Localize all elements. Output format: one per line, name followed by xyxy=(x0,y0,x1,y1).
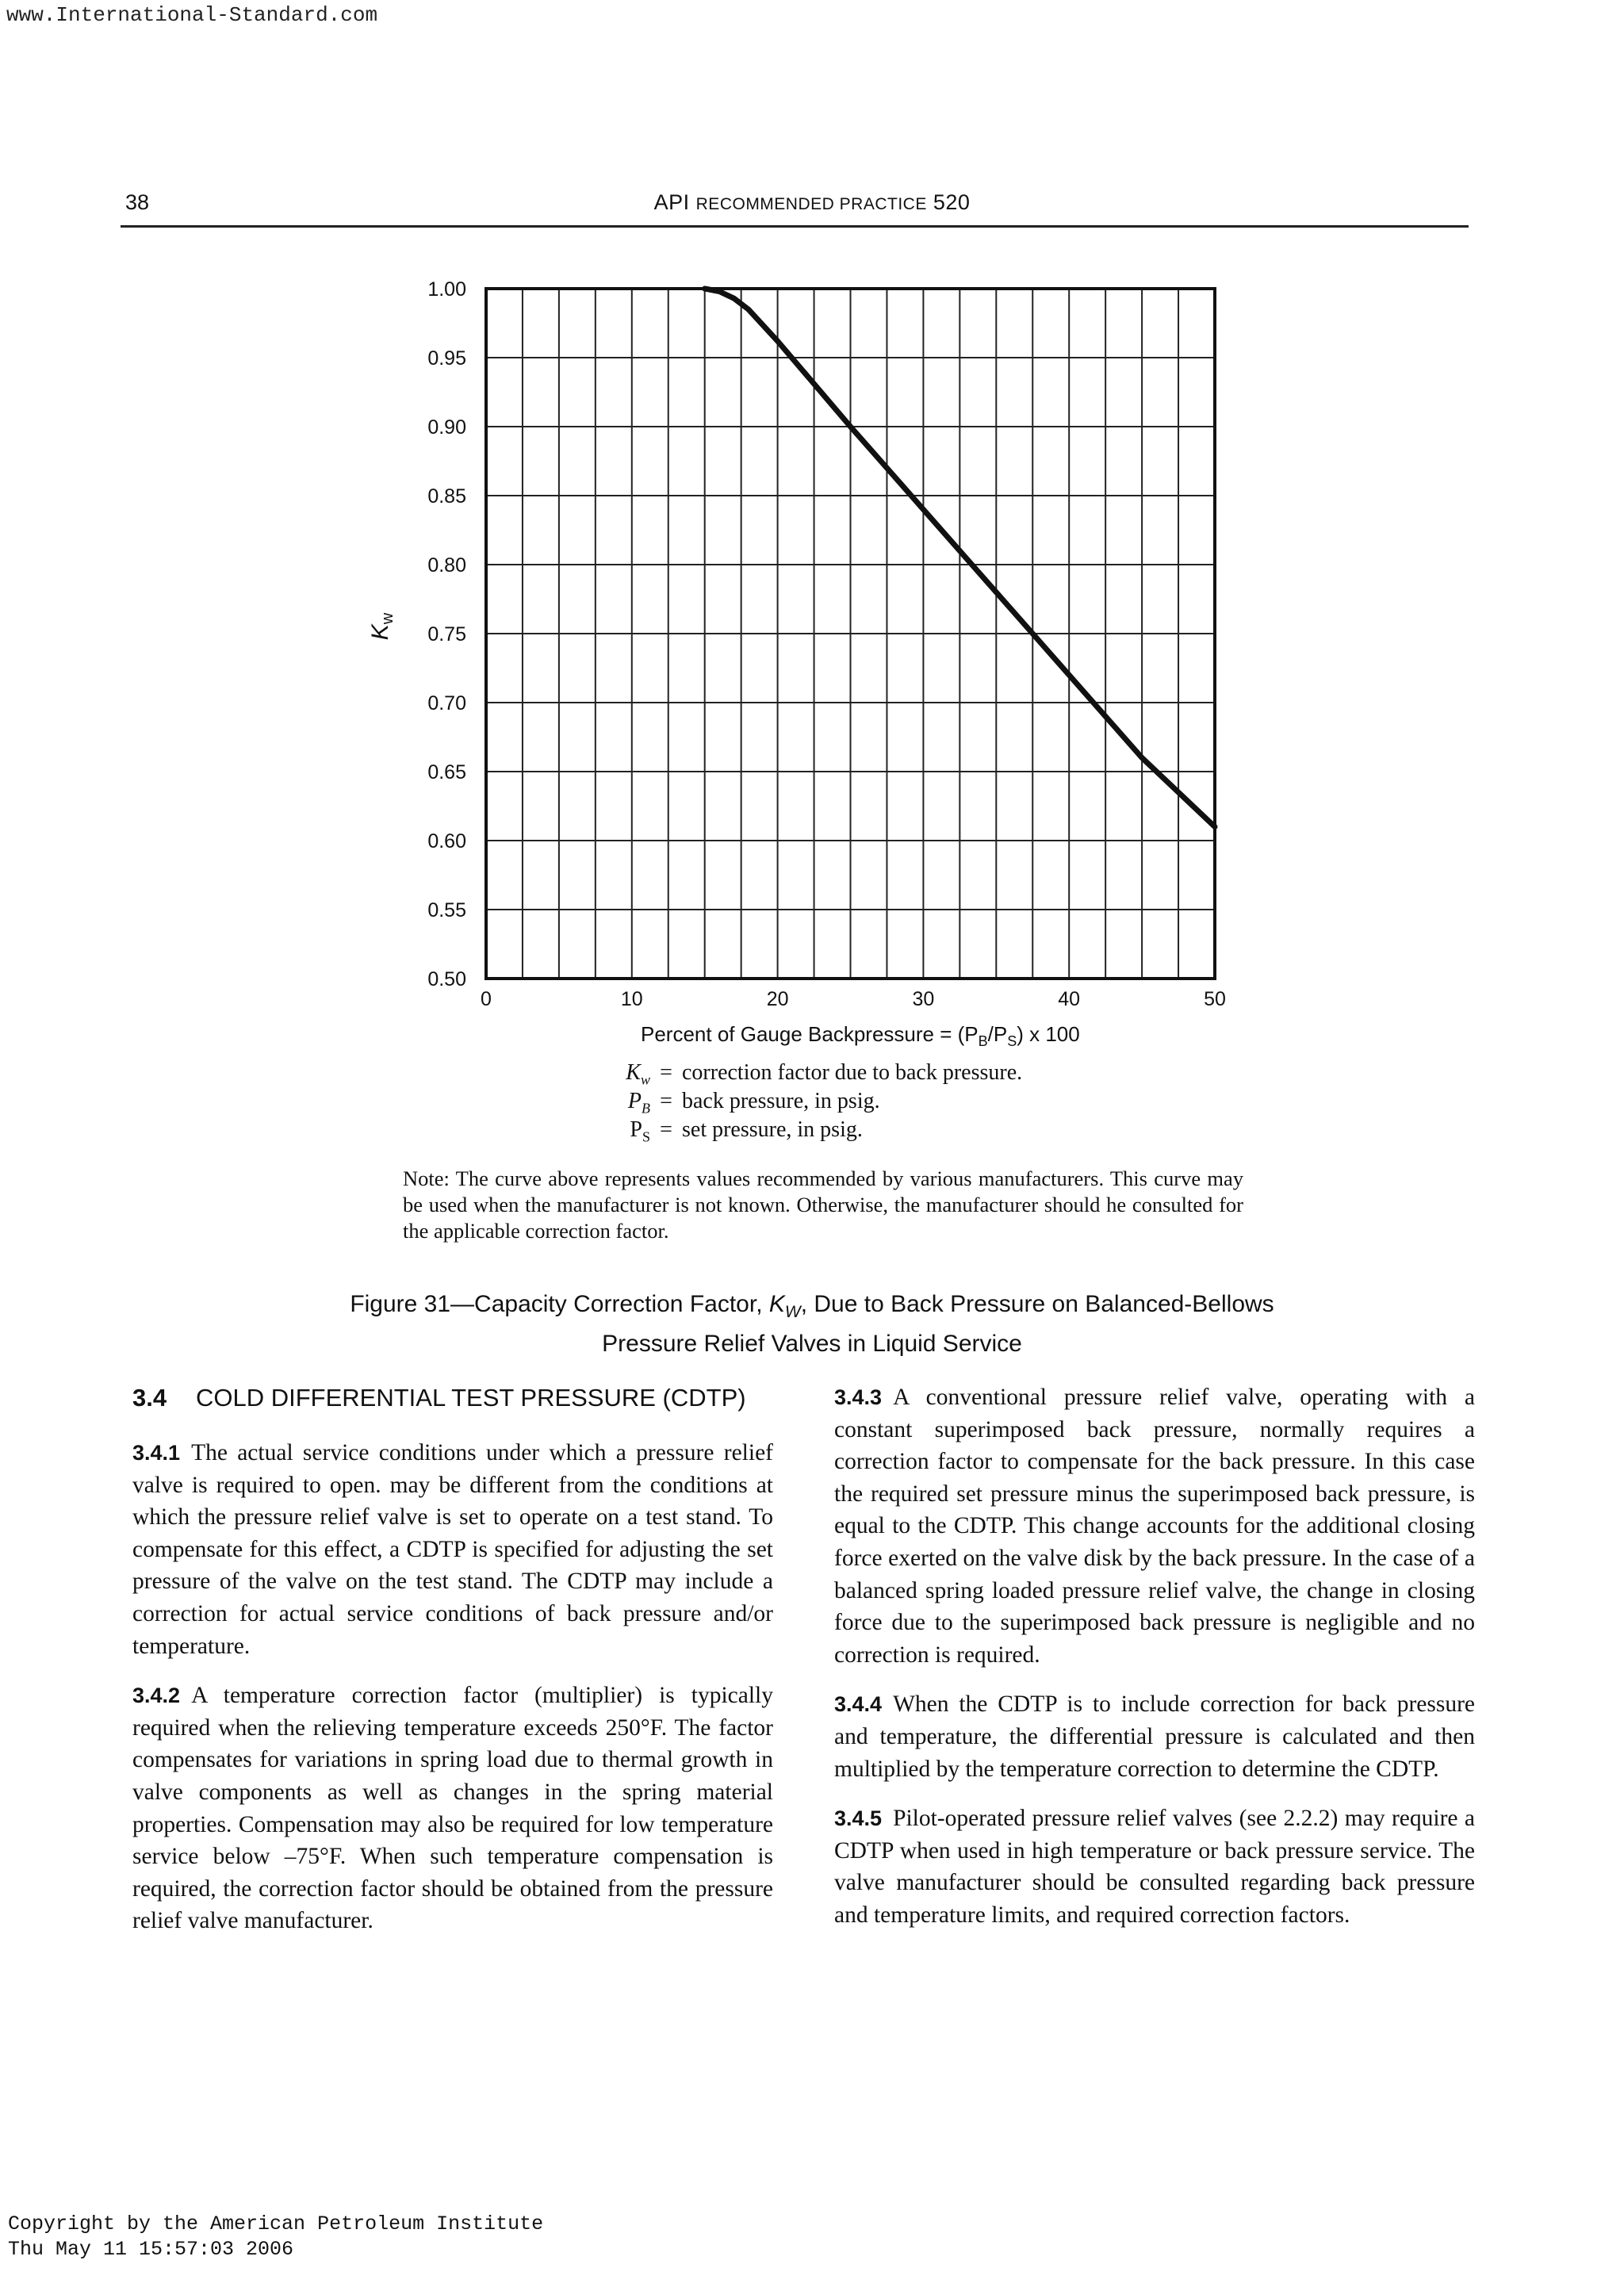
legend-text: back pressure, in psig. xyxy=(682,1089,880,1113)
y-tick-label: 0.80 xyxy=(427,554,466,577)
y-tick-label: 0.95 xyxy=(427,347,466,370)
x-axis-label: Percent of Gauge Backpressure = $(P_B/P_S)$ x 100 xyxy=(641,1022,1080,1049)
y-tick-label: 0.50 xyxy=(427,968,466,990)
y-tick-label: 0.85 xyxy=(427,485,466,508)
figure-caption: Figure 31—Capacity Correction Factor, $K_W$, Due to Back Pressure on Balanced-Bellows Pressure Relief Valves in Liquid Service xyxy=(350,1291,1274,1357)
header-title-number: 520 xyxy=(933,190,971,214)
header-title-prefix: API xyxy=(653,190,690,214)
y-tick-label: 0.60 xyxy=(427,830,466,852)
section-heading: 3.4 COLD DIFFERENTIAL TEST PRESSURE (CDTP) xyxy=(132,1381,773,1415)
legend-row-pb: $P_B$ = back pressure, in psig. xyxy=(627,1089,880,1117)
footer-timestamp: Thu May 11 15:57:03 2006 xyxy=(8,2238,294,2261)
legend-row-ps: $P_S$ = set pressure, in psig. xyxy=(630,1117,863,1145)
y-tick-label: 0.55 xyxy=(427,899,466,921)
y-tick-label: 0.65 xyxy=(427,761,466,783)
paragraph: 3.4.3 A conventional pressure relief valve, operating with a constant superimposed back pressure, normally requires a correction factor to compensate for the back pressure. In this case the required set pressure minus the superimposed back pressure, is equal to the CDTP. This change accounts for the additional closing force exerted on the valve disk by the back pressure. In the case of a balanced spring loaded pressure relief valve, the change in closing force due to the superimposed back pressure is negligible and no correction is required. xyxy=(834,1385,1475,1668)
watermark-url: www.International-Standard.com xyxy=(6,3,378,27)
paragraph: 3.4.4 When the CDTP is to include correction for back pressure and temperature, the differential pressure is calculated and then multiplied by the temperature correction to determine the CDTP. xyxy=(834,1691,1475,1782)
page-number: 38 xyxy=(125,190,150,214)
footer-copyright: Copyright by the American Petroleum Institute xyxy=(8,2212,544,2235)
chart-grid xyxy=(486,289,1215,979)
legend-row-kw: $K_w$ = correction factor due to back pressure. xyxy=(626,1060,1023,1088)
section-title: COLD DIFFERENTIAL TEST PRESSURE (CDTP) xyxy=(196,1384,746,1412)
y-tick-label: 1.00 xyxy=(427,278,466,301)
text-column-left xyxy=(132,1381,773,1955)
paragraph: 3.4.1 The actual service conditions under which a pressure relief valve is required to open. may be different from the conditions at which the pressure relief valve is set to operate on a test stand. To compensate for this effect, a CDTP is specified for adjusting the set pressure of the valve on the test stand. The CDTP may include a correction for actual service conditions of back pressure and/or temperature. xyxy=(132,1440,773,1659)
x-tick-label: 50 xyxy=(1204,988,1226,1010)
y-axis-ticks xyxy=(427,278,466,990)
chart-note: Note: The curve above represents values recommended by various manufacturers. This curve may be used when the manufacturer is not known. Otherwise, the manufacturer should he consulted for the applicable correction factor. xyxy=(403,1166,1243,1243)
y-axis-label: $K_w$ xyxy=(367,612,396,641)
text-column-right xyxy=(834,1381,1475,1949)
paragraph: 3.4.2 A temperature correction factor (multiplier) is typically required when the relieving temperature exceeds 250°F. The factor compensates for variations in spring load due to thermal growth in valve components as well as changes in the spring material properties. Compensation may also be required for low temperature service below –75°F. When such temperature compensation is required, the correction factor should be obtained from the pressure relief valve manufacturer. xyxy=(132,1683,773,1934)
y-tick-label: 0.70 xyxy=(427,692,466,714)
x-tick-label: 30 xyxy=(912,988,935,1010)
x-tick-label: 20 xyxy=(766,988,789,1010)
header-title-smallcaps: RECOMMENDED PRACTICE xyxy=(695,195,927,213)
x-tick-label: 40 xyxy=(1058,988,1081,1010)
y-tick-label: 0.75 xyxy=(427,623,466,645)
x-axis-ticks xyxy=(481,988,1226,1010)
paragraph: 3.4.5 Pilot-operated pressure relief valves (see 2.2.2) may require a CDTP when used in high temperature or back pressure service. The valve manufacturer should be consulted regarding back pressure and temperature limits, and required correction factors. xyxy=(834,1806,1475,1928)
y-tick-label: 0.90 xyxy=(427,416,466,439)
x-tick-label: 10 xyxy=(620,988,643,1010)
kw-correction-chart xyxy=(0,0,1624,1110)
legend-text: correction factor due to back pressure. xyxy=(682,1060,1023,1085)
legend-text: set pressure, in psig. xyxy=(682,1117,863,1142)
x-tick-label: 0 xyxy=(481,988,492,1010)
